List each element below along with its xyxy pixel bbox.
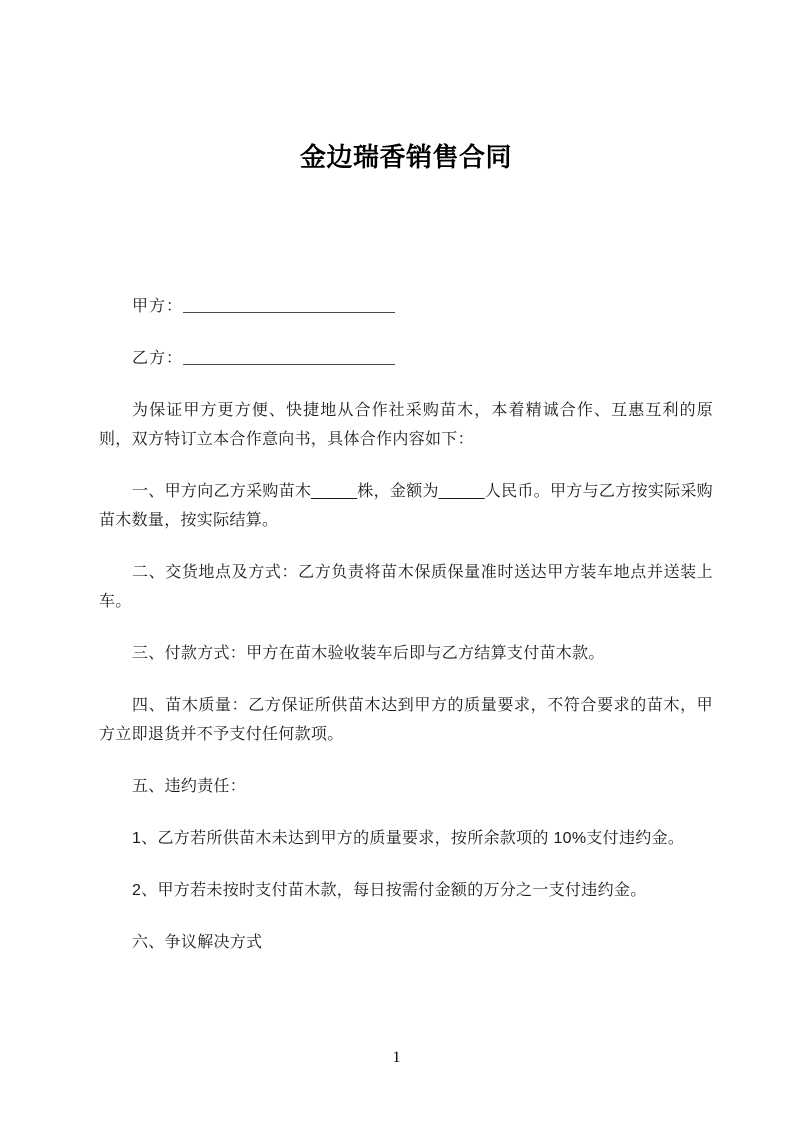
party-a-blank-line [183,296,395,313]
party-b-label: 乙方： [132,350,184,367]
document-title: 金边瑞香销售合同 [299,142,512,172]
party-a-row [99,292,713,321]
clause-payment: 三、付款方式：甲方在苗木验收装车后即与乙方结算支付苗木款。 [132,645,605,662]
clause-delivery: 二、交货地点及方式：乙方负责将苗木保质保量准时送达甲方装车地点并送装上车。 [99,564,713,610]
party-b-blank-line [183,348,395,365]
clause-breach-item-1: 1、乙方若所供苗木未达到甲方的质量要求，按所余款项的 10%支付违约金。 [132,830,685,847]
clause-dispute-resolution: 六、争议解决方式 [132,934,263,951]
page-number: 1 [392,1049,401,1066]
party-b-row [99,344,713,373]
clause-breach-liability: 五、违约责任： [132,778,247,795]
clause-purchase-quantity: 一、甲方向乙方采购苗木_____株，金额为_____人民币。甲方与乙方按实际采购苗木数量，按实际结算。 [99,483,713,529]
clause-breach-item-2: 2、甲方若未按时支付苗木款，每日按需付金额的万分之一支付违约金。 [132,882,647,899]
party-a-label: 甲方： [132,298,184,315]
clause-quality: 四、苗木质量：乙方保证所供苗木达到甲方的质量要求，不符合要求的苗木，甲方立即退货并不予支付任何款项。 [99,697,713,743]
paragraph-intro: 为保证甲方更方便、快捷地从合作社采购苗木，本着精诚合作、互惠互利的原则，双方特订立本合作意向书，具体合作内容如下： [99,402,713,448]
